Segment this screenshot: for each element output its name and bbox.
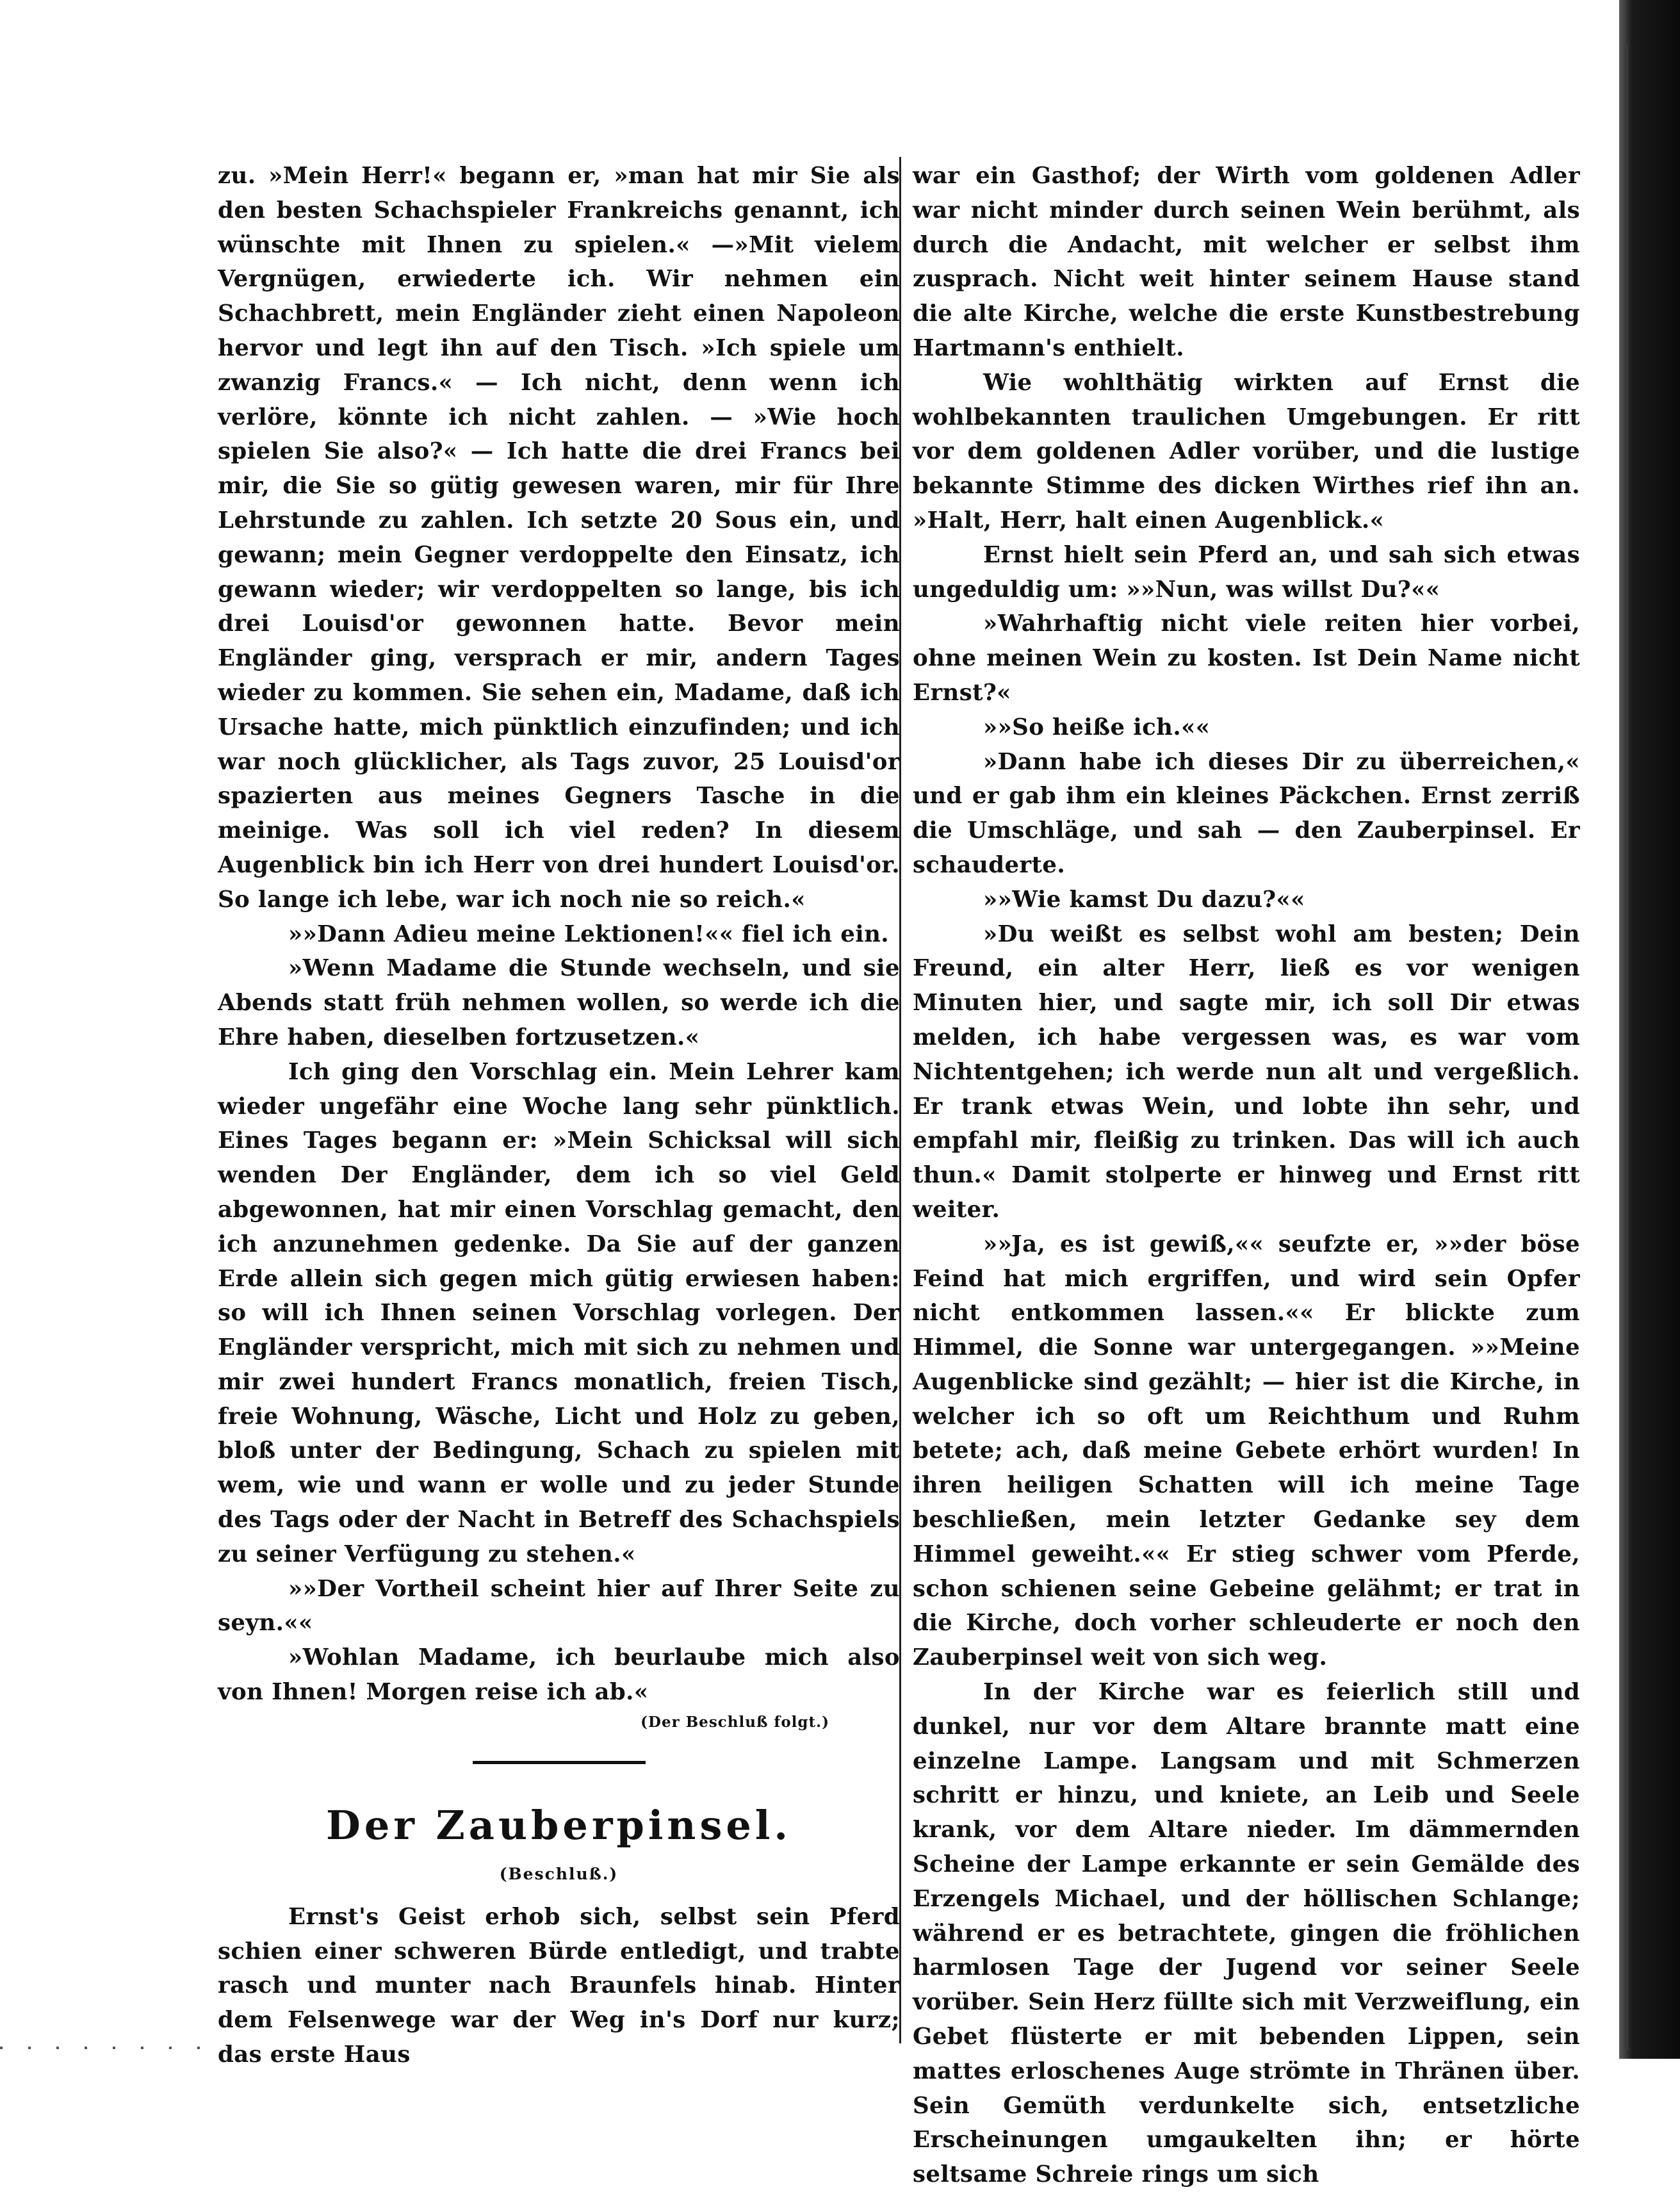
section-subheading: (Beschluß.) — [499, 1864, 619, 1883]
paragraph: »Wahrhaftig nicht viele reiten hier vorbei, ohne meinen Wein zu kosten. Ist Dein Name nicht Ernst?« — [913, 610, 1580, 706]
paragraph: Ernst hielt sein Pferd an, und sah sich etwas ungeduldig um: »»Nun, was willst Du?«« — [913, 541, 1580, 603]
paragraph: »Wenn Madame die Stunde wechseln, und sie Abends statt früh nehmen wollen, so werde ich die Ehre haben, dieselben fortzusetzen.« — [218, 955, 900, 1051]
paragraph: »Du weißt es selbst wohl am besten; Dein Freund, ein alter Herr, ließ es vor wenigen Minuten hier, und sagte mir, ich soll Dir etwas melden, ich habe vergessen was, es war vom Nichtentgehen; ich werde nun alt und vergeßlich. Er trank etwas Wein, und lobte ihn sehr, und empfahl mir, fleißig zu trinken. Das will ich auch thun.« Damit stolperte er hinweg und Ernst ritt weiter. — [913, 920, 1580, 1223]
continued-note: (Der Beschluß folgt.) — [640, 1713, 829, 1731]
paragraph: »Wohlan Madame, ich beurlaube mich also von Ihnen! Morgen reise ich ab.« — [218, 1644, 900, 1706]
right-column — [913, 159, 1580, 2192]
paragraph: war ein Gasthof; der Wirth vom goldenen Adler war nicht minder durch seinen Wein berühmt, als durch die Andacht, mit welcher er selbst ihm zusprach. Nicht weit hinter seinem Hause stand die alte Kirche, welche die erste Kunstbestrebung Hartmann's enthielt. — [913, 163, 1580, 361]
section-rule — [473, 1761, 646, 1764]
left-column — [218, 159, 900, 2072]
paragraph: »»Der Vortheil scheint hier auf Ihrer Seite zu seyn.«« — [218, 1575, 900, 1637]
paragraph: »»So heiße ich.«« — [983, 714, 1211, 740]
paragraph: »»Wie kamst Du dazu?«« — [983, 886, 1305, 913]
margin-dots — [0, 2047, 218, 2049]
paragraph: zu. »Mein Herr!« begann er, »man hat mir Sie als den besten Schachspieler Frankreichs genannt, ich wünschte mit Ihnen zu spielen.« —»Mit vielem Vergnügen, erwiederte ich. Wir nehmen ein Schachbrett, mein Engländer zieht einen Napoleon hervor und legt ihn auf den Tisch. »Ich spiele um zwanzig Francs.« — Ich nicht, denn wenn ich verlöre, könnte ich nicht zahlen. — »Wie hoch spielen Sie also?« — Ich hatte die drei Francs bei mir, die Sie so gütig gewesen waren, mir für Ihre Lehrstunde zu zahlen. Ich setzte 20 Sous ein, und gewann; mein Gegner verdoppelte den Einsatz, ich gewann wieder; wir verdoppelten so lange, bis ich drei Louisd'or gewonnen hatte. Bevor mein Engländer ging, versprach er mir, andern Tages wieder zu kommen. Sie sehen ein, Madame, daß ich Ursache hatte, mich pünktlich einzufinden; und ich war noch glücklicher, als Tags zuvor, 25 Louisd'or spazierten aus meines Gegners Tasche in die meinige. Was soll ich viel reden? In diesem Augenblick bin ich Herr von drei hundert Louisd'or. So lange ich lebe, war ich noch nie so reich.« — [218, 163, 900, 913]
section-heading: Der Zauberpinsel. — [326, 1801, 792, 1849]
paragraph: In der Kirche war es feierlich still und dunkel, nur vor dem Altare brannte matt eine einzelne Lampe. Langsam und mit Schmerzen schritt er hinzu, und kniete, an Leib und Seele krank, vor dem Altare nieder. Im dämmernden Scheine der Lampe erkannte er sein Gemälde des Erzengels Michael, und der höllischen Schlange; während er es betrachtete, gingen die fröhlichen harmlosen Tage der Jugend vor seiner Seele vorüber. Sein Herz füllte sich mit Verzweiflung, ein Gebet flüsterte er mit bebenden Lippen, sein mattes erloschenes Auge strömte in Thränen über. Sein Gemüth verdunkelte sich, entsetzliche Erscheinungen umgaukelten ihn; er hörte seltsame Schreie rings um sich — [913, 1679, 1580, 2188]
page-edge-shadow — [1619, 0, 1680, 2059]
paragraph: Ich ging den Vorschlag ein. Mein Lehrer kam wieder ungefähr eine Woche lang sehr pünktlich. Eines Tages begann er: »Mein Schicksal will sich wenden Der Engländer, dem ich so viel Geld abgewonnen, hat mir einen Vorschlag gemacht, den ich anzunehmen gedenke. Da Sie auf der ganzen Erde allein sich gegen mich gütig erwiesen haben: so will ich Ihnen seinen Vorschlag vorlegen. Der Engländer verspricht, mich mit sich zu nehmen und mir zwei hundert Francs monatlich, freien Tisch, freie Wohnung, Wäsche, Licht und Holz zu geben, bloß unter der Bedingung, Schach zu spielen mit wem, wie und wann er wolle und zu jeder Stunde des Tags oder der Nacht in Betreff des Schachspiels zu seiner Verfügung zu stehen.« — [218, 1058, 900, 1567]
paragraph: »»Dann Adieu meine Lektionen!«« fiel ich ein. — [288, 920, 890, 947]
paragraph: »»Ja, es ist gewiß,«« seufzte er, »»der böse Feind hat mich ergriffen, und wird sein Opfer nicht entkommen lassen.«« Er blickte zum Himmel, die Sonne war untergegangen. »»Meine Augenblicke sind gezählt; — hier ist die Kirche, in welcher ich so oft um Reichthum und Ruhm betete; ach, daß meine Gebete erhört wurden! In ihren heiligen Schatten will ich meine Tage beschließen, mein letzter Gedanke sey dem Himmel geweiht.«« Er stieg schwer vom Pferde, schon schienen seine Gebeine gelähmt; er trat in die Kirche, doch vorher schleuderte er noch den Zauberpinsel weit von sich weg. — [913, 1231, 1580, 1671]
paragraph: »Dann habe ich dieses Dir zu überreichen,« und er gab ihm ein kleines Päckchen. Ernst zerriß die Umschläge, und sah — den Zauberpinsel. Er schauderte. — [913, 748, 1580, 878]
paragraph: Ernst's Geist erhob sich, selbst sein Pferd schien einer schweren Bürde entledigt, und trabte rasch und munter nach Braunfels hinab. Hinter dem Felsenwege war der Weg in's Dorf nur kurz; das erste Haus — [218, 1903, 900, 2068]
paragraph: Wie wohlthätig wirkten auf Ernst die wohlbekannten traulichen Umgebungen. Er ritt vor dem goldenen Adler vorüber, und die lustige bekannte Stimme des dicken Wirthes rief ihn an. »Halt, Herr, halt einen Augenblick.« — [913, 369, 1580, 534]
page-edge-line — [1626, 45, 1628, 2050]
